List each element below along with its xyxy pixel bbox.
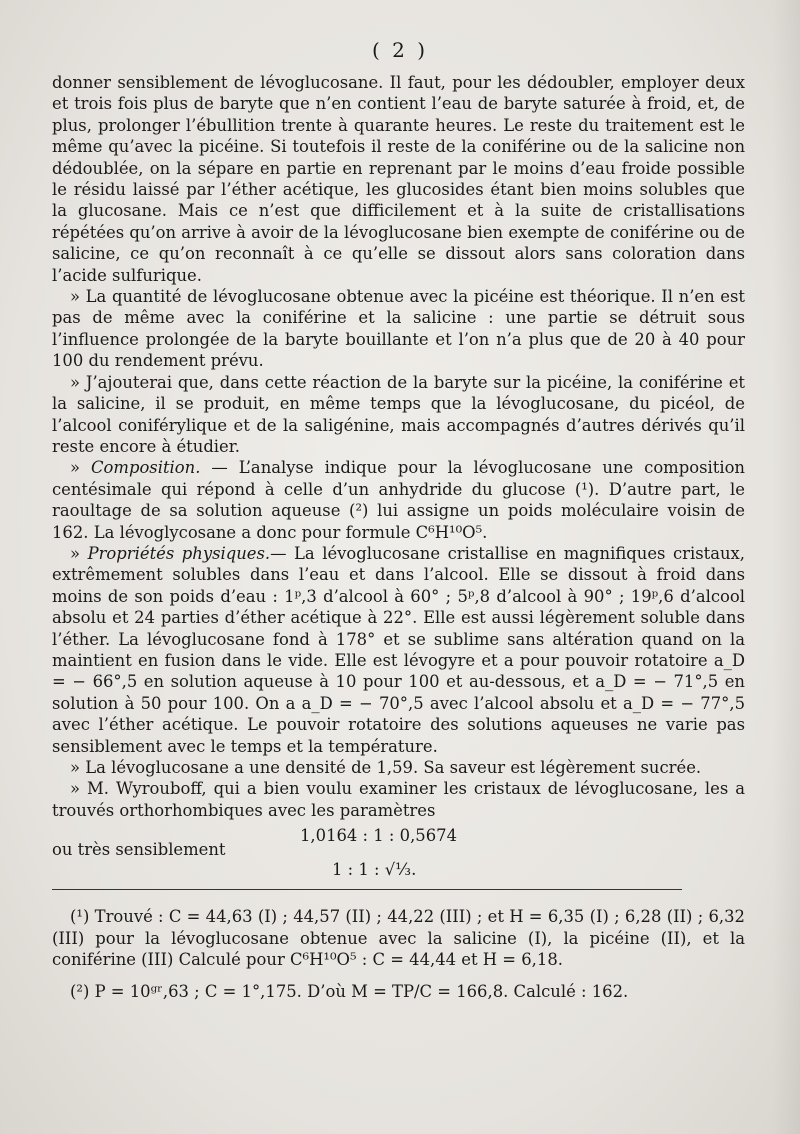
paragraph-2: » La quantité de lévoglucosane obtenue avec la picéine est théorique. Il n’en est pas de même avec la coniférine et la salicine : une partie se détruit sous l’influence prolongée de la baryte bouillante et l’on n’a plus que de 20 à 40 pour 100 du rendement prévu. xyxy=(52,287,745,371)
paragraph-composition: » Composition. — L’analyse indique pour la lévoglucosane une composition centésimale qui répond à celle d’un anhydride du glucose (¹). D’autre part, le raoultage de sa solution aqueuse (²) lui assigne un poids moléculaire voisin de 162. La lévoglycosane a donc pour formule C⁶H¹⁰O⁵. xyxy=(52,458,745,542)
footnote-2: (²) P = 10ᵍʳ,63 ; C = 1°,175. D’où M = TP/C = 166,8. Calculé : 162. xyxy=(70,981,629,1001)
page-number: ( 2 ) xyxy=(371,38,429,62)
page-edge-shadow xyxy=(772,0,800,1134)
formula-approx-label: ou très sensiblement xyxy=(52,840,226,860)
paragraph-proprietes: » Propriétés physiques.— La lévoglucosane cristallise en magnifiques cristaux, extrêmement solubles dans l’eau et dans l’alcool. Elle se dissout à froid dans moins de son poids d’eau : 1ᵖ,3 d’alcool à 60° ; 5ᵖ,8 d’alcool à 90° ; 19ᵖ,6 d’alcool absolu et 24 parties d’éther acétique à 22°. Elle est aussi légèrement soluble dans l’éther. La lévoglucosane fond à 178° et se sublime sans altération quand on la maintient en fusion dans le vide. Elle est lévogyre et a pour pouvoir rotatoire a_D = − 66°,5 en solution aqueuse à 10 pour 100 et au-dessous, et a_D = − 71°,5 en solution à 50 pour 100. On a a_D = − 70°,5 avec l’alcool absolu et a_D = − 77°,5 avec l’éther acétique. Le pouvoir rotatoire des solutions aqueuses ne varie pas sensiblement avec le temps et la température. xyxy=(52,543,745,756)
paragraph-1: donner sensiblement de lévoglucosane. Il faut, pour les dédoubler, employer deux et trois fois plus de baryte que n’en contient l’eau de baryte saturée à froid, et, de plus, prolonger l’ébullition trente à quarante heures. Le reste du traitement est le même qu’avec la picéine. Si toutefois il reste de la coniférine ou de la salicine non dédoublée, on la sépare en partie en reprenant par le moins d’eau froide possible le résidu laissé par l’éther acétique, les glucosides étant bien moins solubles que la glucosane. Mais ce n’est que difficilement et à la suite de cristallisations répétées qu’on arrive à avoir de la lévoglucosane bien exempte de coniférine ou de salicine, ce qu’on reconnaît à ce qu’elle se dissout alors sans coloration dans l’acide sulfurique. xyxy=(52,73,745,285)
main-text xyxy=(52,72,745,883)
proprietes-text: — La lévoglucosane cristallise en magnifiques cristaux, extrêmement solubles dans l’eau et dans l’alcool. Elle se dissout à froid dans moins de son poids d’eau : 1ᵖ,3 d’alcool à 60° ; 5ᵖ,8 d’alcool à 90° ; 19ᵖ,6 d’alcool absolu et 24 parties d’éther acétique à 22°. Elle est aussi légèrement soluble dans l’éther. La lévoglucosane fond à 178° et se sublime sans altération quand on la maintient en fusion dans le vide. Elle est lévogyre et a pour pouvoir rotatoire a_D = − 66°,5 en solution aqueuse à 10 pour 100 et au-dessous, et a_D = − 71°,5 en solution à 50 pour 100. On a a_D = − 70°,5 avec l’alcool absolu et a_D = − 77°,5 avec l’éther acétique. Le pouvoir rotatoire des solutions aqueuses ne varie pas sensiblement avec le temps et la température. xyxy=(52,543,745,756)
paragraph-densite: » La lévoglucosane a une densité de 1,59. Sa saveur est légèrement sucrée. xyxy=(70,758,702,777)
composition-text: — L’analyse indique pour la lévoglucosane une composition centésimale qui répond à celle d’un anhydride du glucose (¹). D’autre part, le raoultage de sa solution aqueuse (²) lui assigne un poids moléculaire voisin de 162. La lévoglycosane a donc pour formule C⁶H¹⁰O⁵. xyxy=(52,458,745,542)
footnote-1: (¹) Trouvé : C = 44,63 (I) ; 44,57 (II) ; 44,22 (III) ; et H = 6,35 (I) ; 6,28 (II) ; 6,32 (III) pour la lévoglucosane obtenue avec la salicine (I), la picéine (II), et la coniférine (III) Calculé pour C⁶H¹⁰O⁵ : C = 44,44 et H = 6,18. xyxy=(52,907,745,969)
formula-parameters: 1,0164 : 1 : 0,5674 xyxy=(300,826,458,846)
paragraph-wyrouboff: » M. Wyrouboff, qui a bien voulu examiner les cristaux de lévoglucosane, les a trouvés orthorhombiques avec les paramètres xyxy=(52,779,745,820)
paragraph-3: » J’ajouterai que, dans cette réaction de la baryte sur la picéine, la coniférine et la salicine, il se produit, en même temps que la lévoglucosane, du picéol, de l’alcool coniférylique et de la saligénine, mais accompagnés d’autres dérivés qu’il reste encore à étudier. xyxy=(52,372,745,456)
composition-heading: Composition. xyxy=(91,458,201,478)
footnotes xyxy=(52,906,745,1012)
proprietes-heading: Propriétés physiques. xyxy=(87,543,271,563)
footnote-separator xyxy=(52,889,682,890)
parameters-formula xyxy=(52,821,745,883)
formula-simplified: 1 : 1 : √⅓. xyxy=(332,860,417,880)
